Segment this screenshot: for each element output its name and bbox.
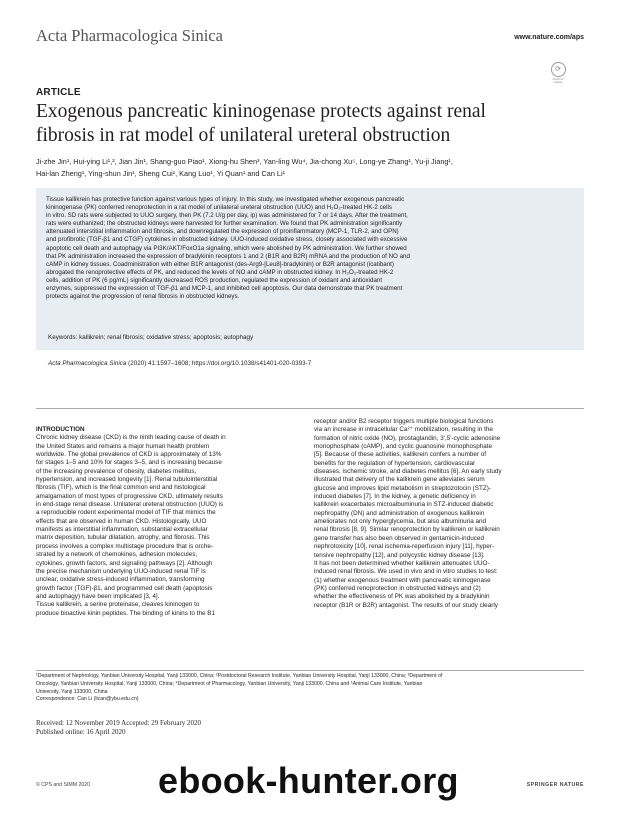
body-line: manifests as interstitial inflammation, substantial extracellular [36,526,208,534]
section-divider [36,408,584,409]
abstract-line: attenuated interstitial inflammation and fibrosis, and downregulated the expression of proinflammatory (MCP-1, TLR-2, and OPN) [46,228,399,236]
body-line: formation of nitric oxide (NO), prostaglandin, 3',5'-cyclic adenosine [314,434,501,442]
body-line: worldwide. The global prevalence of CKD is approximately of 13% [36,451,222,459]
body-line: receptor and/or B2 receptor triggers multiple biological functions [314,418,494,425]
body-line: the precise mechanism underlying UUO-induced renal TIF is [36,567,206,575]
author-line: Hai-lan Zheng¹, Ying-shun Jin¹, Sheng Cui¹, Kang Luo¹, Yi Quan¹ and Can Li¹ [36,169,286,178]
body-line: growth factor (TGF)-β1, and programmed cell death (apoptosis [36,584,213,592]
body-line: via an increase in intracellular Ca²⁺ mobilization, resulting in the [314,426,493,434]
body-line: Chronic kidney disease (CKD) is the ninth leading cause of death in [36,434,226,442]
check-updates-icon: ⟳ [551,62,566,77]
body-line: process involves a complex multistage procedure that is orche- [36,542,214,550]
abstract-line: in vitro. SD rats were subjected to UUO surgery, then PK (7.2 U/g per day, ip) was administered for 7 or 14 days. After the treatment, [46,212,408,220]
keywords-line: Keywords: kallikrein; renal fibrosis; oxidative stress; apoptosis; autophagy [48,334,254,341]
section-heading: INTRODUCTION [36,426,85,433]
abstract-line: cells, addition of PK (6 pg/mL) significantly decreased ROS production, regulated the expression of oxidant and antioxidant [46,276,383,284]
body-line: strated by a network of chemokines, adhesion molecules, [36,551,198,559]
body-line: benefits for the regulation of hypertension, cardiovascular [314,459,476,467]
published-online-line: Published online: 16 April 2020 [36,728,126,736]
body-line: a reproducible rodent experimental model of TIF that mimics the [36,509,216,517]
body-line: diseases, ischemic stroke, and diabetes mellitus [6]. An early study [314,468,502,476]
body-line: monophosphate (cAMP), and cyclic guanosine monophosphate [314,443,493,451]
check-for-updates-badge[interactable] [548,62,568,84]
abstract-box [36,188,584,350]
body-line: amalgamation of most types of progressive CKD, ultimately results [36,492,223,500]
author-line: Ji-zhe Jin¹, Hui-ying Li¹,², Jian Jin¹, Shang-guo Piao¹, Xiong-hu Shen³, Yan-ling Wu⁴, Jia-chong Xu⁵, Long-ye Zhang¹, Yu-ji Jiang¹, [36,157,453,166]
body-line: glucose and improves lipid metabolism in streptozotocin (STZ)- [314,484,491,492]
body-line: Tissue kallikrein, a serine proteinase, cleaves kininogen to [36,601,200,609]
title-line: fibrosis in rat model of unilateral ureteral obstruction [36,125,451,146]
received-accepted-line: Received: 12 November 2019 Accepted: 29 February 2020 [36,719,202,727]
abstract-line: protects against the progression of renal fibrosis in obstructed kidneys. [46,293,240,301]
body-line: nephropathy (DN) and administration of exogenous kallikrein [314,509,485,517]
footnote-line: Oncology, Yanbian University Hospital, Yanji 133000, China; ⁴Department of Pharmacology, Yanbian University, Yanji 133000, China and ⁵Animal Care Institute, Yanbian [36,680,423,687]
abstract-line: enzymes, suppressed the expression of TGF-β1 and MCP-1, and inhibited cell apoptosis. Our data demonstrate that PK treatment [46,285,403,293]
body-line: of the increasing prevalence of obesity, diabetes mellitus, [36,467,197,475]
body-line: receptor (B1R or B2R) antagonist. The results of our study clearly [314,601,498,609]
body-line: and autophagy) have been implicated [3, 4]. [36,592,160,600]
journal-site-link[interactable]: www.nature.com/aps [514,34,584,41]
check-updates-label: Check for updates [552,78,564,84]
body-line: the United States and remains a major human health problem [36,442,210,450]
footnote-line: University, Yanji 133000, China [36,688,108,695]
body-line: induced renal fibrosis. We used in vivo and in vitro studies to test: [314,568,498,576]
body-line: illustrated that delivery of the kallikrein gene alleviates serum [314,476,485,484]
publisher-logo: SPRINGER NATURE [526,782,584,788]
body-line: tensive nephropathy [12], and polycystic kidney disease [13]. [314,551,485,559]
body-line: fibrosis (TIF), which is the final common end and histological [36,484,206,492]
body-line: in end-stage renal disease. Unilateral ureteral obstruction (UUO) is [36,501,224,509]
body-line: ameliorates not only hyperglycemia, but also albuminuria and [314,518,487,526]
body-line: It has not been determined whether kallikrein attenuates UUO- [314,559,490,567]
body-line: effects that are observed in human CKD. Histologically, UUO [36,517,207,525]
body-line: (PK) conferred renoprotection in obstructed kidneys and (2) [314,584,481,592]
body-line: gene transfer has also been observed in gentamicin-induced [314,534,484,542]
correspondence-line: Correspondence: Can Li (lican@ybu.edu.cn) [36,696,139,703]
body-line: renal fibrosis [8, 9]. Similar renoprotection by kallikrein or kallikrein [314,526,500,534]
copyright-notice: © CPS and SIMM 2020 [36,782,90,788]
citation-journal: Acta Pharmacologica Sinica [48,360,127,367]
journal-name: Acta Pharmacologica Sinica [36,26,223,45]
abstract-line: kininogenase (PK) conferred renoprotection in a rat model of unilateral ureteral obstruction (UUO) and H₂O₂-treated HK-2 cells [46,204,392,212]
citation-line [48,360,311,367]
citation-details[interactable]: (2020) 41:1597–1608; https://doi.org/10.1038/s41401-020-0393-7 [126,360,312,367]
body-line: induced diabetes [7]. In the kidney, a genetic deficiency in [314,493,476,501]
publication-dates [36,719,201,737]
body-column-left [36,426,306,618]
article-title [36,100,596,148]
abstract-line: that PK administration increased the expression of bradykinin receptors 1 and 2 (B1R and B2R) mRNA and the production of NO and [46,252,410,260]
body-line: [5]. Because of these activities, kallikrein confers a number of [314,451,487,459]
body-line: unclear, oxidative stress-induced inflammation, transforming [36,576,205,584]
body-column-right [314,418,584,610]
abstract-line: apoptotic cell death and autophagy via PI3K/AKT/FoxO1a signaling, which were abolished by PK administration. We further showed [46,244,407,252]
title-line: Exogenous pancreatic kininogenase protects against renal [36,101,486,122]
body-line: produce bioactive kinin peptides. The binding of kinins to the B1 [36,609,216,617]
abstract-line: rats were euthanized; the obstructed kidneys were harvested for further examination. We found that PK administration significantly [46,220,403,228]
footnote-line: ¹Department of Nephrology, Yanbian University Hospital, Yanji 133000, China; ²Postdoctoral Research Institute, Yanbian University Hospital, Yanji 133000, China; ³Department of [36,673,443,679]
body-line: kallikrein exacerbates microalbuminuria in STZ-induced diabetic [314,501,494,509]
abstract-line: cAMP in kidney tissues. Coadministration with either B1R antagonist (des-Arg9-[Leu8]-bradykinin) or B2R antagonist (icatibant) [46,260,394,268]
abstract-line: Tissue kallikrein has protective function against various types of injury. In this study, we investigated whether exogenous pancreatic [46,196,405,203]
author-list [36,156,591,180]
body-line: whether the effectiveness of PK was abolished by a bradykinin [314,593,490,601]
body-line: hypertension, and increased longevity [1]. Renal tubulointerstitial [36,476,218,484]
abstract-line: abrogated the renoprotective effects of PK, and reduced the levels of NO and cAMP in obstructed kidney. In H₂O₂-treated HK-2 [46,268,394,276]
article-type-label: ARTICLE [36,87,81,98]
footnote-divider [36,670,584,671]
watermark-text: ebook-hunter.org [158,760,459,801]
body-line: matrix deposition, tubular dilatation, atrophy, and fibrosis. This [36,534,210,542]
body-line: (1) whether exogenous treatment with pancreatic kininogenase [314,576,491,584]
body-line: nephrotoxicity [10], renal ischemia-reperfusion injury [11], hyper- [314,543,495,551]
body-line: cytokines, growth factors, and signaling pathways [2]. Although [36,559,213,567]
abstract-line: and profibrotic (TGF-β1 and CTGF) cytokines in obstructed kidney. UUO-induced oxidative stress, closely associated with excessive [46,236,408,244]
body-line: for stages 1–5 and 10% for stages 3–5, and is increasing because [36,459,222,467]
affiliation-footnotes [36,673,584,704]
